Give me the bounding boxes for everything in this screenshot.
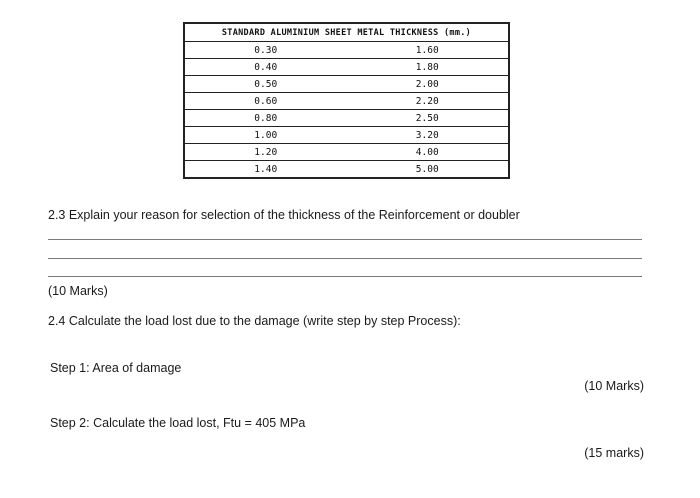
table-cell: 3.20	[347, 127, 510, 144]
question-2-3-text: 2.3 Explain your reason for selection of the thickness of the Reinforcement or doubler	[48, 208, 520, 222]
step-1-label: Step 1: Area of damage	[50, 361, 182, 375]
table-row	[184, 93, 509, 110]
table-header: STANDARD ALUMINIUM SHEET METAL THICKNESS (mm.)	[184, 23, 509, 42]
table-cell: 2.00	[347, 76, 510, 93]
aluminium-thickness-table	[183, 22, 510, 179]
step-2-label: Step 2: Calculate the load lost, Ftu = 405 MPa	[50, 416, 306, 430]
table-cell: 1.00	[184, 127, 347, 144]
table-cell: 1.20	[184, 144, 347, 161]
table-row	[184, 76, 509, 93]
question-2-4-text: 2.4 Calculate the load lost due to the damage (write step by step Process):	[48, 314, 461, 328]
answer-line[interactable]	[48, 239, 642, 240]
table-row	[184, 110, 509, 127]
answer-line[interactable]	[48, 258, 642, 259]
table-cell: 0.80	[184, 110, 347, 127]
table-row	[184, 42, 509, 59]
step-1-marks: (10 Marks)	[584, 379, 644, 393]
table-cell: 4.00	[347, 144, 510, 161]
step-2-marks: (15 marks)	[584, 446, 644, 460]
answer-line[interactable]	[48, 276, 642, 277]
table-header-row	[184, 23, 509, 42]
table-cell: 0.50	[184, 76, 347, 93]
table-cell: 0.30	[184, 42, 347, 59]
table-cell: 0.40	[184, 59, 347, 76]
table-row	[184, 144, 509, 161]
table-cell: 5.00	[347, 161, 510, 179]
table-cell: 1.80	[347, 59, 510, 76]
table-cell: 0.60	[184, 93, 347, 110]
table-cell: 1.40	[184, 161, 347, 179]
table-row	[184, 127, 509, 144]
table-cell: 1.60	[347, 42, 510, 59]
table-cell: 2.20	[347, 93, 510, 110]
question-2-3-marks: (10 Marks)	[48, 284, 108, 298]
table-cell: 2.50	[347, 110, 510, 127]
table-row	[184, 161, 509, 179]
table-row	[184, 59, 509, 76]
